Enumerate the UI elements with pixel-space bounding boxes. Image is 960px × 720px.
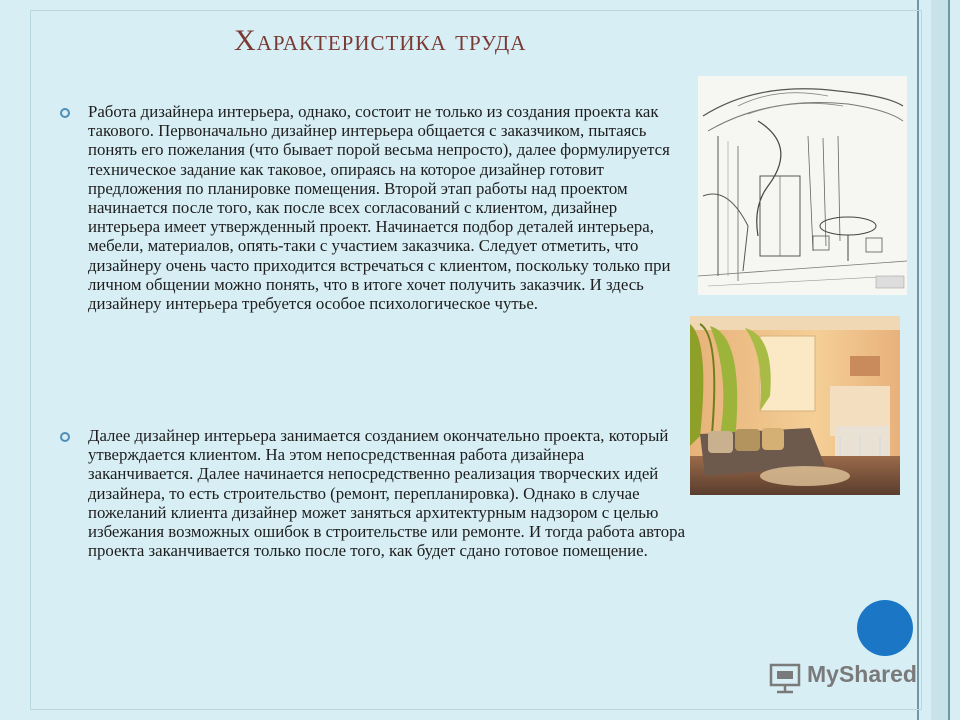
bullet-item xyxy=(60,426,690,560)
bullet-icon xyxy=(60,432,70,442)
watermark xyxy=(767,657,947,697)
interior-sketch-image xyxy=(698,76,907,295)
bullet-icon xyxy=(60,108,70,118)
interior-photo-image xyxy=(690,316,900,495)
watermark-text: MyShared xyxy=(807,661,917,687)
presentation-icon xyxy=(767,659,803,695)
slide-title: Характеристика труда xyxy=(234,24,527,57)
frame-line xyxy=(948,0,950,720)
bullet-text: Работа дизайнера интерьера, однако, состоит не только из создания проекта как такового. Первоначально дизайнер интерьера общается с заказчиком, пытаясь понять его пожелания (что бывает порой весьма непросто), далее формулируется техническое задание как таковое, опираясь на которое дизайнер готовит предложения по планировке помещения. Второй этап работы над проектом начинается после того, как после всех согласований с клиентом, дизайнер интерьера имеет утвержденный проект. Начинается подбор деталей интерьера, мебели, материалов, опять-таки с участием заказчика. Следует отметить, что дизайнеру очень часто приходится встречаться с клиентом, поскольку только при личном общении можно понять, что в итоге хочет получить заказчик. И здесь дизайнеру интерьера требуется особое психологическое чутье. xyxy=(88,102,671,314)
bullet-text: Далее дизайнер интерьера занимается созданием окончательно проекта, который утверждается клиентом. На этом непосредственная работа дизайнера заканчивается. Далее начинается непосредственно реализация творческих идей дизайнера, то есть строительство (ремонт, перепланировка). Однако в случае пожеланий клиента дизайнер может заняться архитектурным надзором с целью избежания возможных ошибок в строительстве или ремонте. И тогда работа автора проекта заканчивается только после того, как будет сдано готовое помещение. xyxy=(88,426,686,561)
frame-band xyxy=(931,0,949,720)
bullet-item xyxy=(60,102,690,313)
decorative-circle xyxy=(857,600,913,656)
